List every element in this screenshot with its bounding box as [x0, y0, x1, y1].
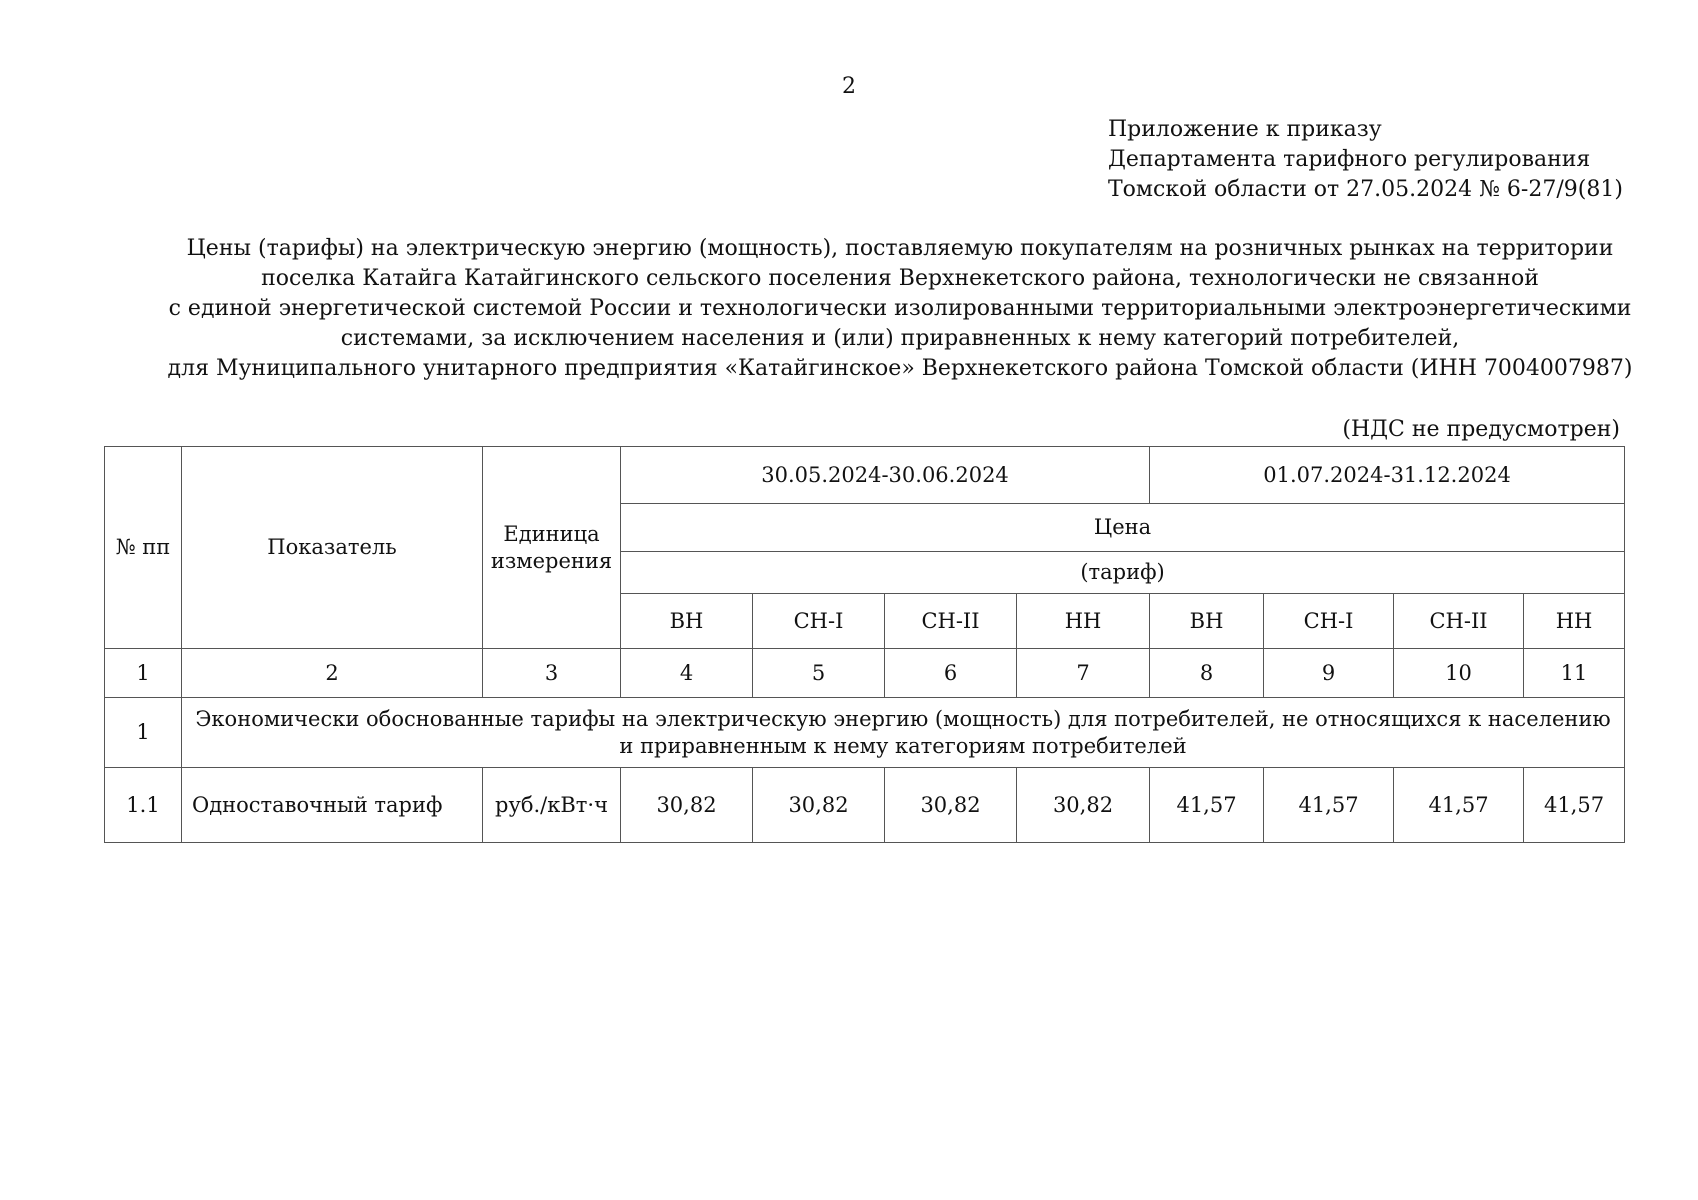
section-title: Экономически обоснованные тарифы на электрическую энергию (мощность) для потребителей, не относящихся к населению и приравненным к нему категориям потребителей: [182, 698, 1625, 768]
header-period-2: 01.07.2024-31.12.2024: [1150, 447, 1625, 504]
tariff-value: 30,82: [621, 768, 753, 843]
row-indicator: Одноставочный тариф: [182, 768, 483, 843]
title-line-2: поселка Катайга Катайгинского сельского поселения Верхнекетского района, технологически не связанной: [261, 266, 1539, 291]
tariff-value: 41,57: [1524, 768, 1625, 843]
column-number: 4: [621, 649, 753, 698]
appendix-line-1: Приложение к приказу: [1108, 117, 1382, 142]
tariff-table: [104, 446, 1625, 843]
column-number: 8: [1150, 649, 1264, 698]
column-number: 10: [1394, 649, 1524, 698]
title-line-1: Цены (тарифы) на электрическую энергию (мощность), поставляемую покупателям на розничных рынках на территории: [186, 236, 1614, 261]
header-tariff: (тариф): [621, 552, 1625, 594]
appendix-line-3: Томской области от 27.05.2024 № 6-27/9(81): [1108, 177, 1623, 202]
column-number: 7: [1017, 649, 1150, 698]
row-unit: руб./кВт·ч: [483, 768, 621, 843]
column-number: 6: [885, 649, 1017, 698]
level-header: СН-I: [1264, 594, 1394, 649]
level-header: ВН: [621, 594, 753, 649]
level-header: НН: [1524, 594, 1625, 649]
column-number: 11: [1524, 649, 1625, 698]
column-numbers-row: [105, 649, 1625, 698]
title-line-5: для Муниципального унитарного предприятия «Катайгинское» Верхнекетского района Томской области (ИНН 7004007987): [167, 356, 1633, 381]
header-num: № пп: [105, 447, 182, 649]
level-header: НН: [1017, 594, 1150, 649]
tariff-value: 41,57: [1150, 768, 1264, 843]
title-line-3: с единой энергетической системой России и технологически изолированными территориальными электроэнергетическими: [168, 296, 1632, 321]
title-line-4: системами, за исключением населения и (или) приравненных к нему категорий потребителей,: [340, 326, 1460, 351]
header-indicator: Показатель: [182, 447, 483, 649]
column-number: 2: [182, 649, 483, 698]
section-num: 1: [105, 698, 182, 768]
page-number: 2: [842, 74, 856, 99]
tariff-value: 41,57: [1394, 768, 1524, 843]
header-unit: Единица измерения: [483, 447, 621, 649]
column-number: 1: [105, 649, 182, 698]
tariff-value: 41,57: [1264, 768, 1394, 843]
level-header: ВН: [1150, 594, 1264, 649]
tariff-value: 30,82: [753, 768, 885, 843]
level-header: СН-II: [1394, 594, 1524, 649]
level-header: СН-II: [885, 594, 1017, 649]
column-number: 9: [1264, 649, 1394, 698]
tariff-value: 30,82: [885, 768, 1017, 843]
column-number: 5: [753, 649, 885, 698]
vat-note: (НДС не предусмотрен): [1342, 417, 1620, 442]
header-price: Цена: [621, 504, 1625, 552]
column-number: 3: [483, 649, 621, 698]
appendix-reference: [1108, 115, 1623, 205]
level-header: СН-I: [753, 594, 885, 649]
section-row: [105, 698, 1625, 768]
tariff-value: 30,82: [1017, 768, 1150, 843]
header-period-1: 30.05.2024-30.06.2024: [621, 447, 1150, 504]
row-num: 1.1: [105, 768, 182, 843]
header-row-periods: [105, 447, 1625, 504]
document-title: [140, 234, 1660, 384]
appendix-line-2: Департамента тарифного регулирования: [1108, 147, 1591, 172]
table-row: [105, 768, 1625, 843]
